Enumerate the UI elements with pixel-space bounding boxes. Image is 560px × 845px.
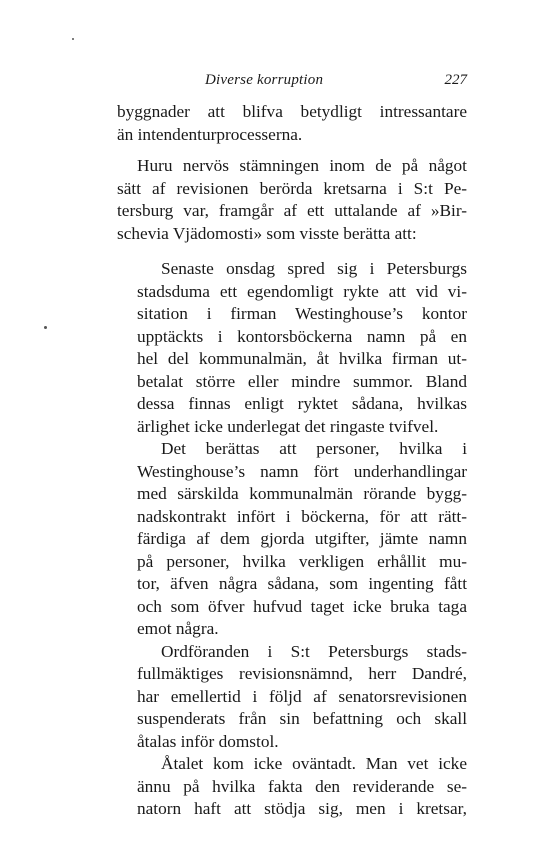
text-line: Huru nervös stämningen inom de på något	[137, 156, 467, 175]
text-line: har emellertid i följd af senatorsrevisionen	[137, 686, 467, 706]
text-line: åtalas inför domstol.	[137, 731, 279, 751]
text-line: fullmäktiges revisionsnämnd, herr Dandré,	[137, 664, 467, 683]
text-line: upptäckts i kontorsböckerna namn på en	[137, 326, 467, 346]
text-line: än intendenturprocesserna.	[117, 124, 303, 144]
text-line: betalat större eller mindre summor. Bland	[137, 371, 467, 391]
text-line: hel del kommunalmän, åt hvilka firman ut-	[137, 349, 467, 368]
paragraph	[117, 101, 467, 146]
text-line: och som öfver hufvud taget icke bruka taga	[137, 596, 467, 616]
text-line: Senaste onsdag spred sig i Petersburgs	[161, 259, 467, 278]
text-line: Westinghouse’s namn fört underhandlingar	[137, 461, 467, 481]
text-line: schevia Vjädomosti» som visste berätta att:	[117, 223, 417, 243]
text-line: ännu på hvilka fakta den reviderande se-	[137, 776, 467, 796]
body-text	[117, 101, 467, 821]
text-line: färdiga af dem gjorda utgifter, jämte namn	[137, 529, 467, 548]
text-line: natorn haft att stödja sig, men i kretsar,	[137, 799, 467, 818]
text-line: sätt af revisionen berörda kretsarna i S:t Pe-	[117, 178, 467, 198]
text-line: sitation i firman Westinghouse’s kontor	[137, 304, 467, 323]
text-line: Det berättas att personer, hvilka i	[161, 439, 467, 458]
text-line: tor, äfven några sådana, som ingenting fått	[137, 574, 467, 593]
quote-paragraph	[117, 641, 467, 754]
text-line: Ordföranden i S:t Petersburgs stads-	[161, 641, 467, 661]
text-line: dessa finnas enligt ryktet sådana, hvilkas	[137, 394, 467, 413]
block-quote	[117, 258, 467, 821]
running-header	[205, 72, 467, 94]
text-line: byggnader att blifva betydligt intressantare	[117, 102, 467, 121]
print-speck	[72, 38, 74, 40]
paragraph	[117, 155, 467, 245]
quote-paragraph	[117, 258, 467, 438]
quote-paragraph	[117, 753, 467, 821]
running-title: Diverse korruption	[205, 72, 324, 88]
text-line: tersburg var, framgår af ett uttalande af »Bir-	[117, 201, 467, 220]
text-line: nadskontrakt infört i böckerna, för att rätt-	[137, 506, 467, 526]
text-line: emot några.	[137, 619, 219, 638]
print-speck	[44, 326, 47, 329]
text-line: stadsduma ett egendomligt rykte att vid vi-	[137, 281, 467, 301]
page-number: 227	[444, 72, 467, 88]
text-line: Åtalet kom icke oväntadt. Man vet icke	[161, 754, 467, 773]
text-line: ärlighet icke underlegat det ringaste tvifvel.	[137, 416, 439, 436]
text-line: suspenderats från sin befattning och skall	[137, 709, 467, 728]
text-line: med särskilda kommunalmän rörande bygg-	[137, 484, 467, 503]
quote-paragraph	[117, 438, 467, 641]
text-line: på personer, hvilka verkligen erhållit mu-	[137, 551, 467, 571]
